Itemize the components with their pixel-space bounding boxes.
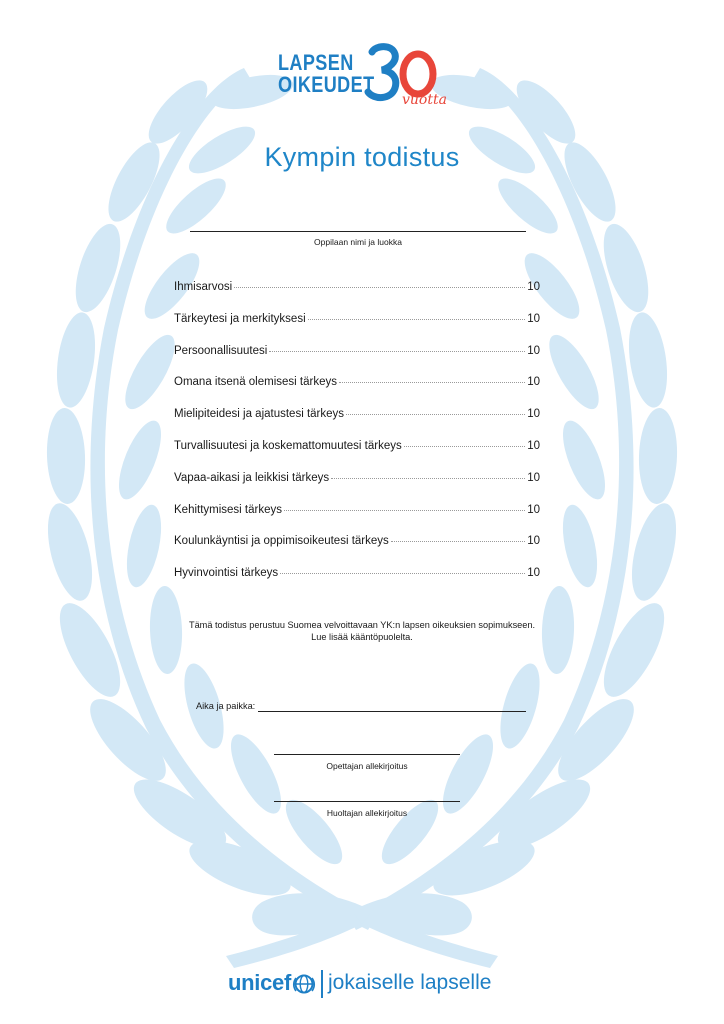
dot-leader [234,287,525,288]
footer-divider [321,970,323,998]
grade-item [174,504,540,536]
grade-item [174,376,540,408]
teacher-signature-line [274,754,460,755]
grade-score: 10 [527,471,540,484]
logo-text-oikeudet: OIKEUDET [278,72,375,97]
unicef-globe-icon [292,972,316,996]
date-place-line [258,711,526,712]
grade-item [174,440,540,472]
grade-label: Omana itsenä olemisesi tärkeys [174,376,337,389]
grade-label: Ihmisarvosi [174,281,233,293]
grade-score: 10 [527,312,540,325]
dot-leader [280,573,525,574]
dot-leader [331,478,525,479]
student-name-caption: Oppilaan nimi ja luokka [314,237,402,247]
grade-score: 10 [527,408,540,421]
grade-label: Kehittymisesi tärkeys [174,503,283,516]
note-line: Tämä todistus perustuu Suomea velvoittavaan YK:n lapsen oikeuksien sopimukseen. [188,620,536,630]
date-place-label: Aika ja paikka: [196,701,256,711]
grade-label: Hyvinvointisi tärkeys [174,567,279,580]
grade-label: Mielipiteidesi ja ajatustesi tärkeys [174,408,345,421]
dot-leader [308,319,526,320]
grade-label: Koulunkäyntisi ja oppimisoikeutesi tärkeys [174,535,389,548]
grade-label: Tärkeytesi ja merkityksesi [174,312,306,325]
guardian-signature-line [274,801,460,802]
certificate-title: Kympin todistus [264,142,460,172]
lapsen-oikeudet-30-logo [278,42,446,112]
certificate-note [150,619,574,643]
grade-item [174,535,540,567]
dot-leader [339,382,525,383]
grade-item [174,313,540,345]
unicef-tagline: jokaiselle lapselle [328,971,492,994]
grade-item [174,408,540,440]
teacher-signature-caption: Opettajan allekirjoitus [326,761,408,771]
dot-leader [269,351,525,352]
unicef-wordmark: unicef [228,970,291,995]
logo-text-vuotta: vuotta [402,92,447,108]
grade-list [174,281,540,599]
logo-text-lapsen: LAPSEN [278,50,354,75]
grade-item [174,281,540,313]
dot-leader [284,510,525,511]
note-line: Lue lisää kääntöpuolelta. [311,632,413,642]
grade-label: Turvallisuutesi ja koskemattomuutesi tärkeys [174,439,402,452]
grade-item [174,472,540,504]
dot-leader [391,541,525,542]
grade-score: 10 [527,503,540,516]
grade-item [174,345,540,377]
grade-item [174,567,540,599]
dot-leader [346,414,525,415]
grade-score: 10 [527,567,540,580]
guardian-signature-caption: Huoltajan allekirjoitus [326,808,408,818]
grade-score: 10 [527,281,540,293]
grade-score: 10 [527,376,540,389]
dot-leader [404,446,525,447]
student-name-line [190,231,526,232]
grade-score: 10 [527,439,540,452]
grade-label: Vapaa-aikasi ja leikkisi tärkeys [174,471,330,484]
unicef-footer [0,966,724,1006]
grade-score: 10 [527,344,540,357]
grade-label: Persoonallisuutesi [174,344,268,357]
grade-score: 10 [527,535,540,548]
